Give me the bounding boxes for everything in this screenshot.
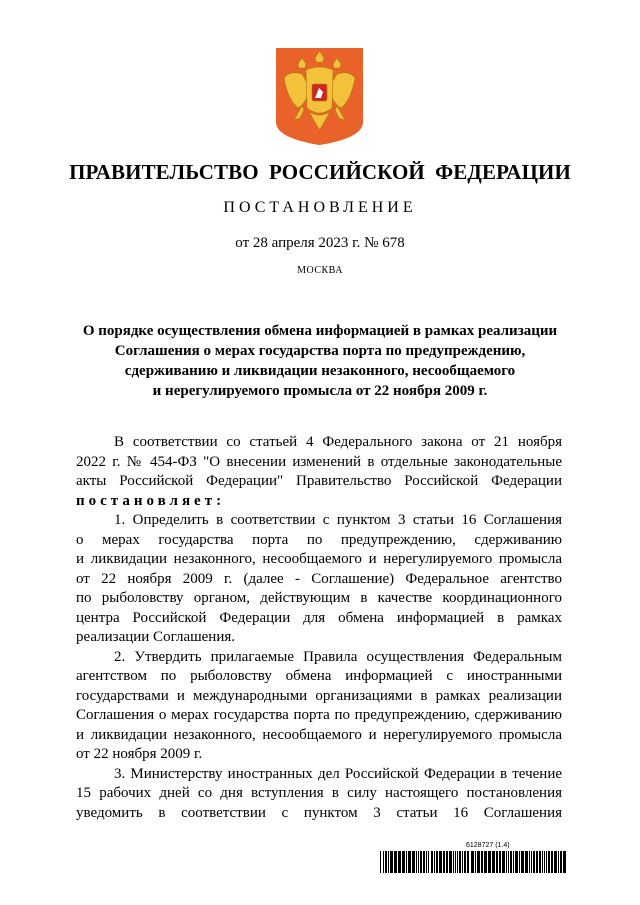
body-line: и ликвидации незаконного, несообщаемого и нерегулируемого промысла [76, 726, 562, 743]
barcode-bar [457, 851, 458, 873]
barcode-bar [496, 851, 498, 873]
body-line: 3. Министерству иностранных дел Российской Федерации в течение [114, 765, 562, 782]
barcode-bar [443, 851, 445, 873]
title-line: Соглашения о мерах государства порта по предупреждению, [114, 343, 526, 359]
barcode-bar [515, 851, 518, 873]
barcode-bar [499, 851, 501, 873]
barcode-bar [529, 851, 530, 873]
barcode-bar [412, 851, 415, 873]
barcode-icon [380, 851, 566, 873]
barcode-bar [506, 851, 507, 873]
body-line: по рыболовству органом, действующим в качестве координационного [76, 590, 562, 606]
barcode-bar [418, 851, 419, 873]
body-line: государствами и международными организациями в рамках реализации [76, 687, 562, 704]
barcode-bar [394, 851, 397, 873]
body-line: Соглашения о мерах государства порта по предупреждению, сдерживанию [76, 707, 562, 723]
date-and-number: от 28 апреля 2023 г. № 678 [235, 235, 405, 251]
barcode-bar [406, 851, 407, 873]
barcode-bar [453, 851, 454, 873]
barcode-bar [420, 851, 422, 873]
body-line: 2. Утвердить прилагаемые Правила осуществления Федеральным [114, 648, 562, 665]
body-line: 15 рабочих дней со дня вступления в силу настоящего постановления [76, 785, 562, 801]
barcode-bar [551, 851, 553, 873]
barcode-bar [525, 851, 528, 873]
body-line: от 22 ноября 2009 г. [76, 746, 203, 762]
barcode-bar [477, 851, 480, 873]
barcode-bar [508, 851, 509, 873]
barcode-bar [560, 851, 562, 873]
barcode-bar [426, 851, 427, 873]
barcode-bar [428, 851, 429, 873]
barcode-bar [510, 851, 512, 873]
body-line: реализации Соглашения. [76, 629, 236, 645]
barcode-bar [513, 851, 514, 873]
barcode-bar [521, 851, 524, 873]
body-line: центра Российской Федерации для обмена информацией в рамках [76, 609, 562, 626]
body-line: 2022 г. № 454-ФЗ "О внесении изменений в отдельные законодательные [76, 453, 562, 470]
resolves-keyword: постановляет: [76, 492, 226, 509]
barcode-bar [533, 851, 535, 873]
barcode-bar [539, 851, 541, 873]
barcode-bar [383, 851, 384, 873]
barcode-bar [459, 851, 461, 873]
barcode-bar [462, 851, 463, 873]
barcode-bar [531, 851, 532, 873]
barcode-bar [408, 851, 411, 873]
barcode-bar [398, 851, 401, 873]
barcode-bar [402, 851, 405, 873]
barcode-bar [558, 851, 559, 873]
body-line: 1. Определить в соответствии с пунктом 3 статьи 16 Соглашения [114, 512, 562, 528]
barcode-bar [446, 851, 448, 873]
barcode-bar [455, 851, 456, 873]
barcode-bar [548, 851, 550, 873]
title-line: сдерживанию и ликвидации незаконного, несообщаемого [124, 363, 516, 379]
barcode-bar [449, 851, 452, 873]
barcode-bar [434, 851, 435, 873]
barcode-bar [416, 851, 417, 873]
barcode-bar [502, 851, 505, 873]
barcode-bar [467, 851, 469, 873]
body-line: уведомить в соответствии с пунктом 3 статьи 16 Соглашения [76, 804, 562, 821]
barcode-bar [544, 851, 545, 873]
barcode-number: 6128727 (1.4) [466, 842, 510, 849]
body-line: от 22 ноября 2009 г. (далее - Соглашение) Федеральное агентство [76, 570, 562, 587]
barcode-bar [431, 851, 433, 873]
title-line: и нерегулируемого промысла от 22 ноября 2009 г. [152, 383, 488, 399]
title-line: О порядке осуществления обмена информацией в рамках реализации [82, 323, 558, 339]
barcode-bar [488, 851, 491, 873]
body-line: В соответствии со статьей 4 Федерального закона от 21 ноября [114, 434, 562, 450]
document-body [76, 433, 562, 823]
barcode-bar [436, 851, 438, 873]
barcode-bar [542, 851, 543, 873]
barcode-bar [471, 851, 474, 873]
body-line: агентством по рыболовству обмена информацией с иностранными [76, 668, 562, 684]
barcode-bar [390, 851, 393, 873]
barcode-bar [492, 851, 495, 873]
barcode-bar [464, 851, 466, 873]
barcode-bar [563, 851, 566, 873]
body-line: акты Российской Федерации" Правительство Российской Федерации [76, 473, 562, 489]
body-line: о мерах государства порта по предупреждению, сдерживанию [76, 531, 562, 548]
barcode-bar [554, 851, 557, 873]
barcode-bar [546, 851, 547, 873]
barcode-bar [519, 851, 520, 873]
document-title [60, 321, 580, 401]
barcode-bar [380, 851, 381, 873]
barcode-bar [388, 851, 389, 873]
barcode-bar [385, 851, 387, 873]
barcode-bar [536, 851, 538, 873]
government-title: ПРАВИТЕЛЬСТВО РОССИЙСКОЙ ФЕДЕРАЦИИ [69, 160, 571, 184]
city: МОСКВА [297, 265, 343, 276]
barcode-bar [475, 851, 476, 873]
barcode-bar [481, 851, 483, 873]
body-line: и ликвидации незаконного, несообщаемого и нерегулируемого промысла [76, 551, 562, 567]
barcode-bar [423, 851, 425, 873]
coat-of-arms-icon [276, 48, 363, 145]
barcode-bar [484, 851, 487, 873]
barcode-bar [439, 851, 442, 873]
document-type: ПОСТАНОВЛЕНИЕ [223, 199, 417, 216]
